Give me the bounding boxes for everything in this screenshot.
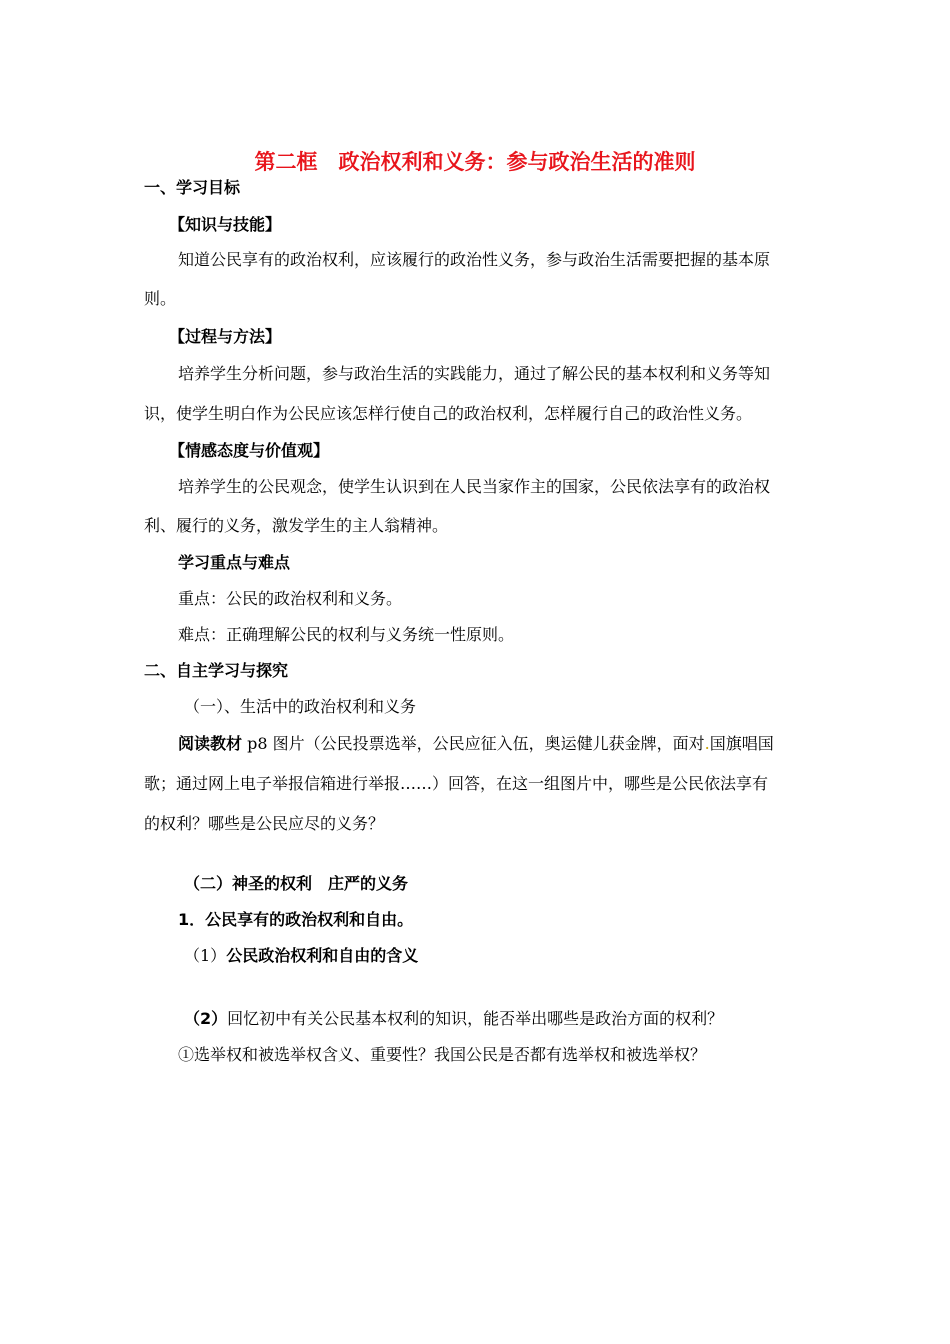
stray-dot: . — [704, 734, 710, 753]
process-text-line2: 识，使学生明白作为公民应该怎样行使自己的政治权利，怎样履行自己的政治性义务。 — [144, 404, 753, 423]
emotion-text-line1: 培养学生的公民观念，使学生认识到在人民当家作主的国家，公民依法享有的政治权 — [178, 477, 771, 496]
section-heading-objectives: 一、学习目标 — [144, 178, 241, 197]
item-election-rights-question: ①选举权和被选举权含义、重要性？我国公民是否都有选举权和被选举权？ — [178, 1045, 707, 1064]
reading-task-line1 — [178, 734, 774, 754]
process-text-line1: 培养学生分析问题，参与政治生活的实践能力，通过了解公民的基本权利和义务等知 — [178, 364, 771, 383]
section-heading-self-study: 二、自主学习与探究 — [144, 661, 289, 680]
process-label: 【过程与方法】 — [169, 327, 282, 346]
reading-task-text: p8 图片（公民投票选举，公民应征入伍，奥运健儿获金牌，面对 — [242, 734, 705, 753]
item-text: 回忆初中有关公民基本权利的知识，能否举出哪些是政治方面的权利？ — [227, 1009, 724, 1028]
item-recall-rights — [184, 1009, 723, 1029]
emotion-label: 【情感态度与价值观】 — [169, 441, 330, 460]
item-text: 公民政治权利和自由的含义 — [226, 946, 419, 965]
knowledge-text-line1: 知道公民享有的政治权利，应该履行的政治性义务，参与政治生活需要把握的基本原 — [178, 250, 771, 269]
focus-label: 学习重点与难点 — [178, 553, 291, 572]
emotion-text-line2: 利、履行的义务，激发学生的主人翁精神。 — [144, 516, 449, 535]
item-number: （1） — [184, 946, 227, 965]
reading-task-line3: 的权利？哪些是公民应尽的义务？ — [144, 814, 385, 833]
knowledge-text-line2: 则。 — [144, 289, 177, 308]
item-rights-meaning — [184, 946, 418, 966]
subsection-sacred-rights: （二）神圣的权利 庄严的义务 — [184, 874, 409, 893]
page-title: 第二框 政治权利和义务：参与政治生活的准则 — [254, 150, 696, 174]
reading-task-line2: 歌；通过网上电子举报信箱进行举报……）回答，在这一组图片中，哪些是公民依法享有 — [144, 774, 769, 793]
subsection-political-rights-in-life: （一）、生活中的政治权利和义务 — [184, 697, 417, 716]
reading-task-label: 阅读教材 — [178, 734, 243, 753]
reading-task-text-end: 国旗唱国 — [709, 734, 774, 753]
item-number: （2） — [184, 1009, 228, 1028]
item-political-rights: 1．公民享有的政治权利和自由。 — [178, 910, 414, 929]
knowledge-label: 【知识与技能】 — [169, 215, 282, 234]
focus-key-point: 重点：公民的政治权利和义务。 — [178, 589, 403, 608]
focus-difficult-point: 难点：正确理解公民的权利与义务统一性原则。 — [178, 625, 515, 644]
